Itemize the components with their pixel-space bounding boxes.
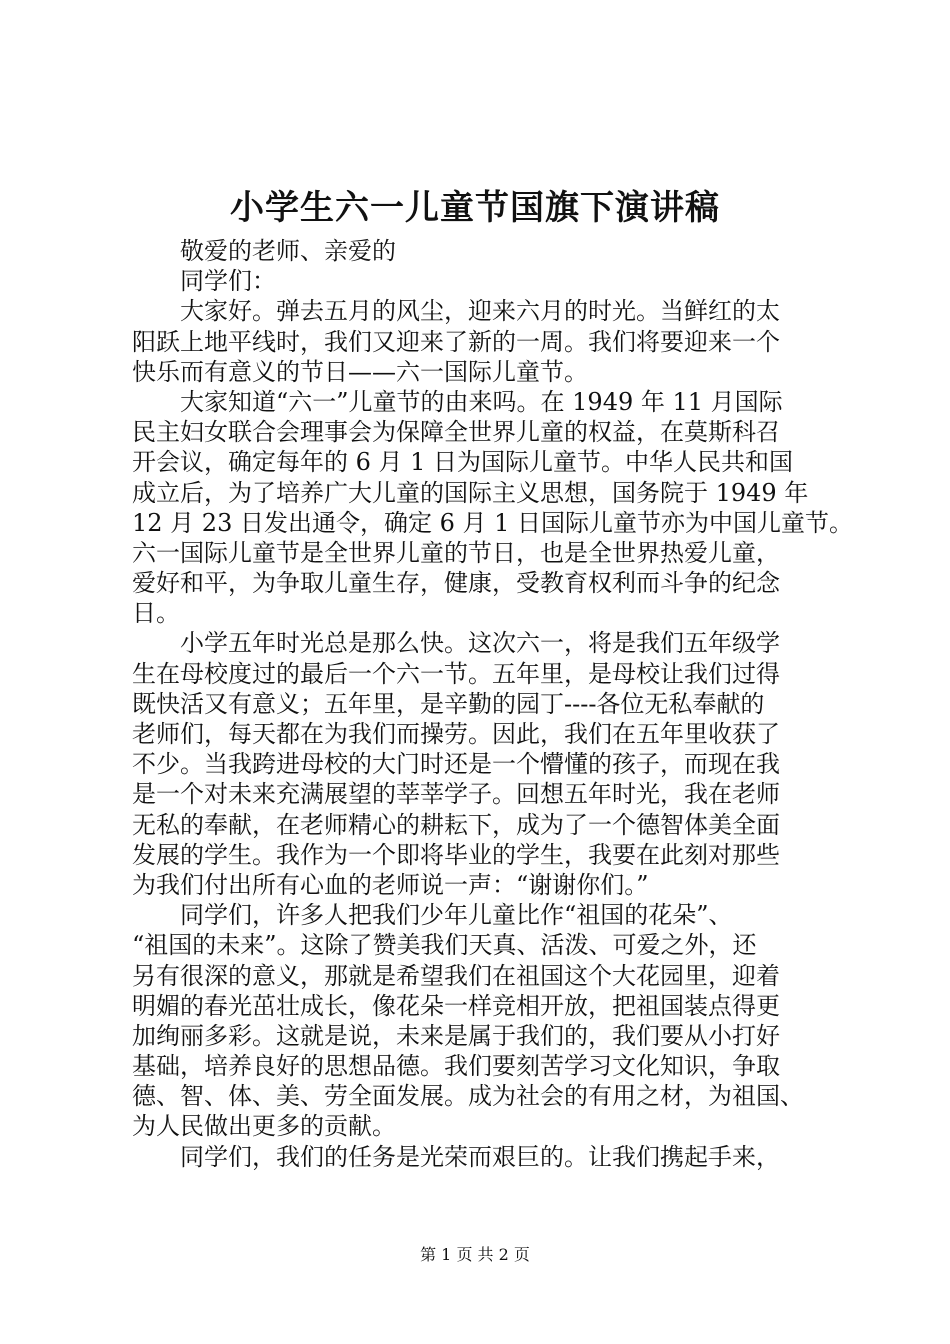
paragraph-3-line: 老师们，每天都在为我们而操劳。因此，我们在五年里收获了	[132, 720, 780, 748]
paragraph-2-line: 民主妇女联合会理事会为保障全世界儿童的权益，在莫斯科召	[132, 418, 780, 447]
paragraph-4-line: 为人民做出更多的贡献。	[132, 1112, 396, 1141]
salutation-line: 同学们：	[180, 267, 276, 296]
document-title: 小学生六一儿童节国旗下演讲稿	[230, 188, 720, 228]
paragraph-1-line: 大家好。弹去五月的风尘，迎来六月的时光。当鲜红的太	[180, 297, 780, 326]
paragraph-3-line: 既快活又有意义；五年里，是辛勤的园丁----各位无私奉献的	[132, 689, 765, 718]
paragraph-1-line: 阳跃上地平线时，我们又迎来了新的一周。我们将要迎来一个	[132, 327, 780, 356]
paragraph-2-line: 爱好和平，为争取儿童生存，健康，受教育权利而斗争的纪念	[132, 569, 780, 598]
paragraph-3-line: 生在母校度过的最后一个六一节。五年里，是母校让我们过得	[132, 659, 780, 688]
document-body	[132, 236, 854, 1172]
paragraph-2-line: 大家知道“六一”儿童节的由来吗。在 1949 年 11 月国际	[180, 387, 783, 416]
paragraph-3-line: 不少。当我跨进母校的大门时还是一个懵懂的孩子，而现在我	[132, 750, 780, 779]
paragraph-1-line: 快乐而有意义的节日——六一国际儿童节。	[132, 357, 588, 386]
paragraph-4-line: 另有很深的意义，那就是希望我们在祖国这个大花园里，迎着	[132, 961, 780, 990]
paragraph-5-line: 同学们，我们的任务是光荣而艰巨的。让我们携起手来，	[180, 1142, 780, 1171]
paragraph-4-line: “祖国的未来”。这除了赞美我们天真、活泼、可爱之外，还	[132, 931, 757, 960]
paragraph-4-line: 同学们，许多人把我们少年儿童比作“祖国的花朵”、	[180, 901, 733, 930]
paragraph-3-line: 小学五年时光总是那么快。这次六一，将是我们五年级学	[180, 629, 780, 658]
paragraph-3-line: 是一个对未来充满展望的莘莘学子。回想五年时光，我在老师	[132, 780, 780, 809]
paragraph-2-line: 开会议，确定每年的 6 月 1 日为国际儿童节。中华人民共和国	[132, 448, 794, 477]
paragraph-3-line: 为我们付出所有心血的老师说一声：“谢谢你们。”	[132, 870, 649, 899]
paragraph-2-line: 日。	[132, 599, 180, 628]
paragraph-2-line: 六一国际儿童节是全世界儿童的节日，也是全世界热爱儿童，	[132, 538, 780, 567]
salutation-line: 敬爱的老师、亲爱的	[180, 237, 396, 265]
paragraph-4-line: 加绚丽多彩。这就是说，未来是属于我们的，我们要从小打好	[132, 1021, 780, 1050]
paragraph-2-line: 成立后，为了培养广大儿童的国际主义思想，国务院于 1949 年	[132, 478, 809, 507]
paragraph-2-line: 12 月 23 日发出通令，确定 6 月 1 日国际儿童节亦为中国儿童节。	[132, 508, 854, 537]
paragraph-3-line: 发展的学生。我作为一个即将毕业的学生，我要在此刻对那些	[132, 840, 780, 869]
page-footer: 第 1 页 共 2 页	[420, 1245, 530, 1264]
paragraph-4-line: 基础，培养良好的思想品德。我们要刻苦学习文化知识，争取	[132, 1052, 780, 1081]
paragraph-4-line: 德、智、体、美、劳全面发展。成为社会的有用之材，为祖国、	[132, 1082, 804, 1111]
paragraph-4-line: 明媚的春光茁壮成长，像花朵一样竞相开放，把祖国装点得更	[132, 991, 780, 1020]
paragraph-3-line: 无私的奉献，在老师精心的耕耘下，成为了一个德智体美全面	[132, 810, 780, 839]
